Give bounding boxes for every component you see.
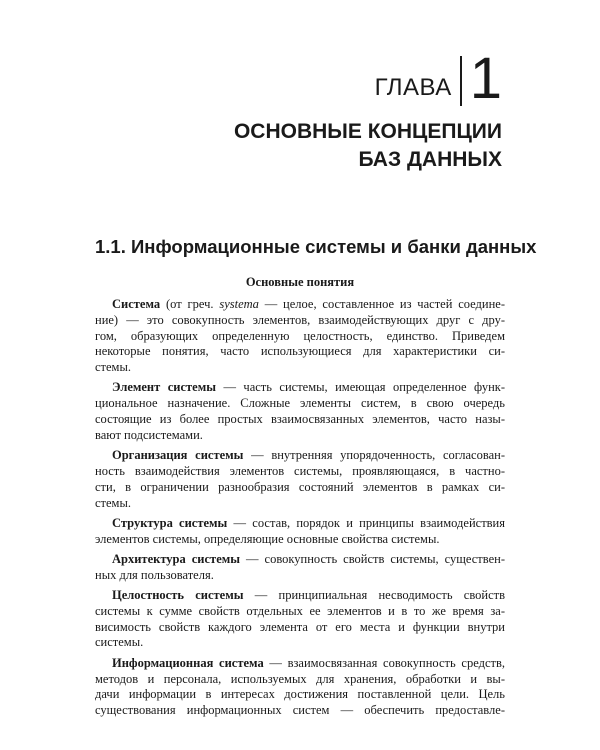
term: Информационная система [112,655,264,670]
term: Система [112,297,161,311]
text-line: ние) — это совокупность элементов, взаимодействующих друг с дру- [95,312,505,327]
text-line: системы к сумме свойств отдельных ее элементов и в то же время за- [95,603,505,618]
chapter-title-line: БАЗ ДАННЫХ [358,148,502,171]
text-line: существования информационных систем — обеспечить предоставле- [95,703,505,718]
text-line: дачи информации в интересах достижения поставленной цели. Цель [95,687,505,702]
text-line: Информационная система — взаимосвязанная совокупность средств, [112,655,505,670]
chapter-label: ГЛАВА [374,74,452,101]
chapter-title [234,118,502,174]
text-line: стемы. [95,495,131,510]
text-line: Структура системы — состав, порядок и принципы взаимодействия [112,515,505,530]
text-line: циональное назначение. Сложные элементы систем, в свою очередь [95,396,505,411]
term-italic: systema [219,297,259,311]
term: Структура системы [112,515,228,530]
body-text [95,297,505,723]
text-line: ность взаимодействия элементов системы, проявляющаяся, в частно- [95,463,505,478]
text-line: Элемент системы — часть системы, имеющая определенное функ- [112,380,505,395]
text-line: вают подсистемами. [95,427,203,442]
paragraph [95,297,505,376]
text-line: Организация системы — внутренняя упорядоченность, согласован- [112,448,505,463]
text-line: элементов системы, определяющие основные свойства системы. [95,531,440,546]
term: Элемент системы [112,380,216,395]
section-heading: 1.1. Информационные системы и банки данных [95,236,537,257]
paragraph [95,516,505,548]
text-line: гом, образующих определенную целостность, единство. Приведем [95,328,505,343]
text-line: Архитектура системы — совокупность свойств системы, существен- [112,551,505,566]
text-line: методов и персонала, используемых для хранения, обработки и вы- [95,671,505,686]
text-line: Система (от греч. systema — целое, составленное из частей соедине- [112,297,505,311]
paragraph [95,448,505,511]
term: Целостность системы [112,588,244,603]
text-line: состоящие из более простых взаимосвязанных элементов, часто назы- [95,412,505,427]
text-line: ных для пользователя. [95,567,214,582]
subheading: Основные понятия [245,275,355,289]
text-line: сти, в ограничении разнообразия состояний элементов в рамках си- [95,479,505,494]
paragraph [95,588,505,651]
paragraph [95,656,505,719]
text-line: Целостность системы — принципиальная несводимость свойств [112,588,506,603]
text-line: системы. [95,635,144,650]
chapter-header [374,46,502,111]
term: Архитектура системы [112,551,241,566]
text-line: некоторые понятия, часто использующиеся для характеристики си- [95,344,505,359]
chapter-title-line: ОСНОВНЫЕ КОНЦЕПЦИИ [233,120,502,143]
text-line: висимость свойств каждого элемента от его места и функции внутри [95,619,505,634]
paragraph [95,380,505,443]
paragraph [95,552,505,584]
text-line: стемы. [95,360,131,375]
chapter-number: 1 [460,56,502,106]
term: Организация системы [112,448,244,463]
